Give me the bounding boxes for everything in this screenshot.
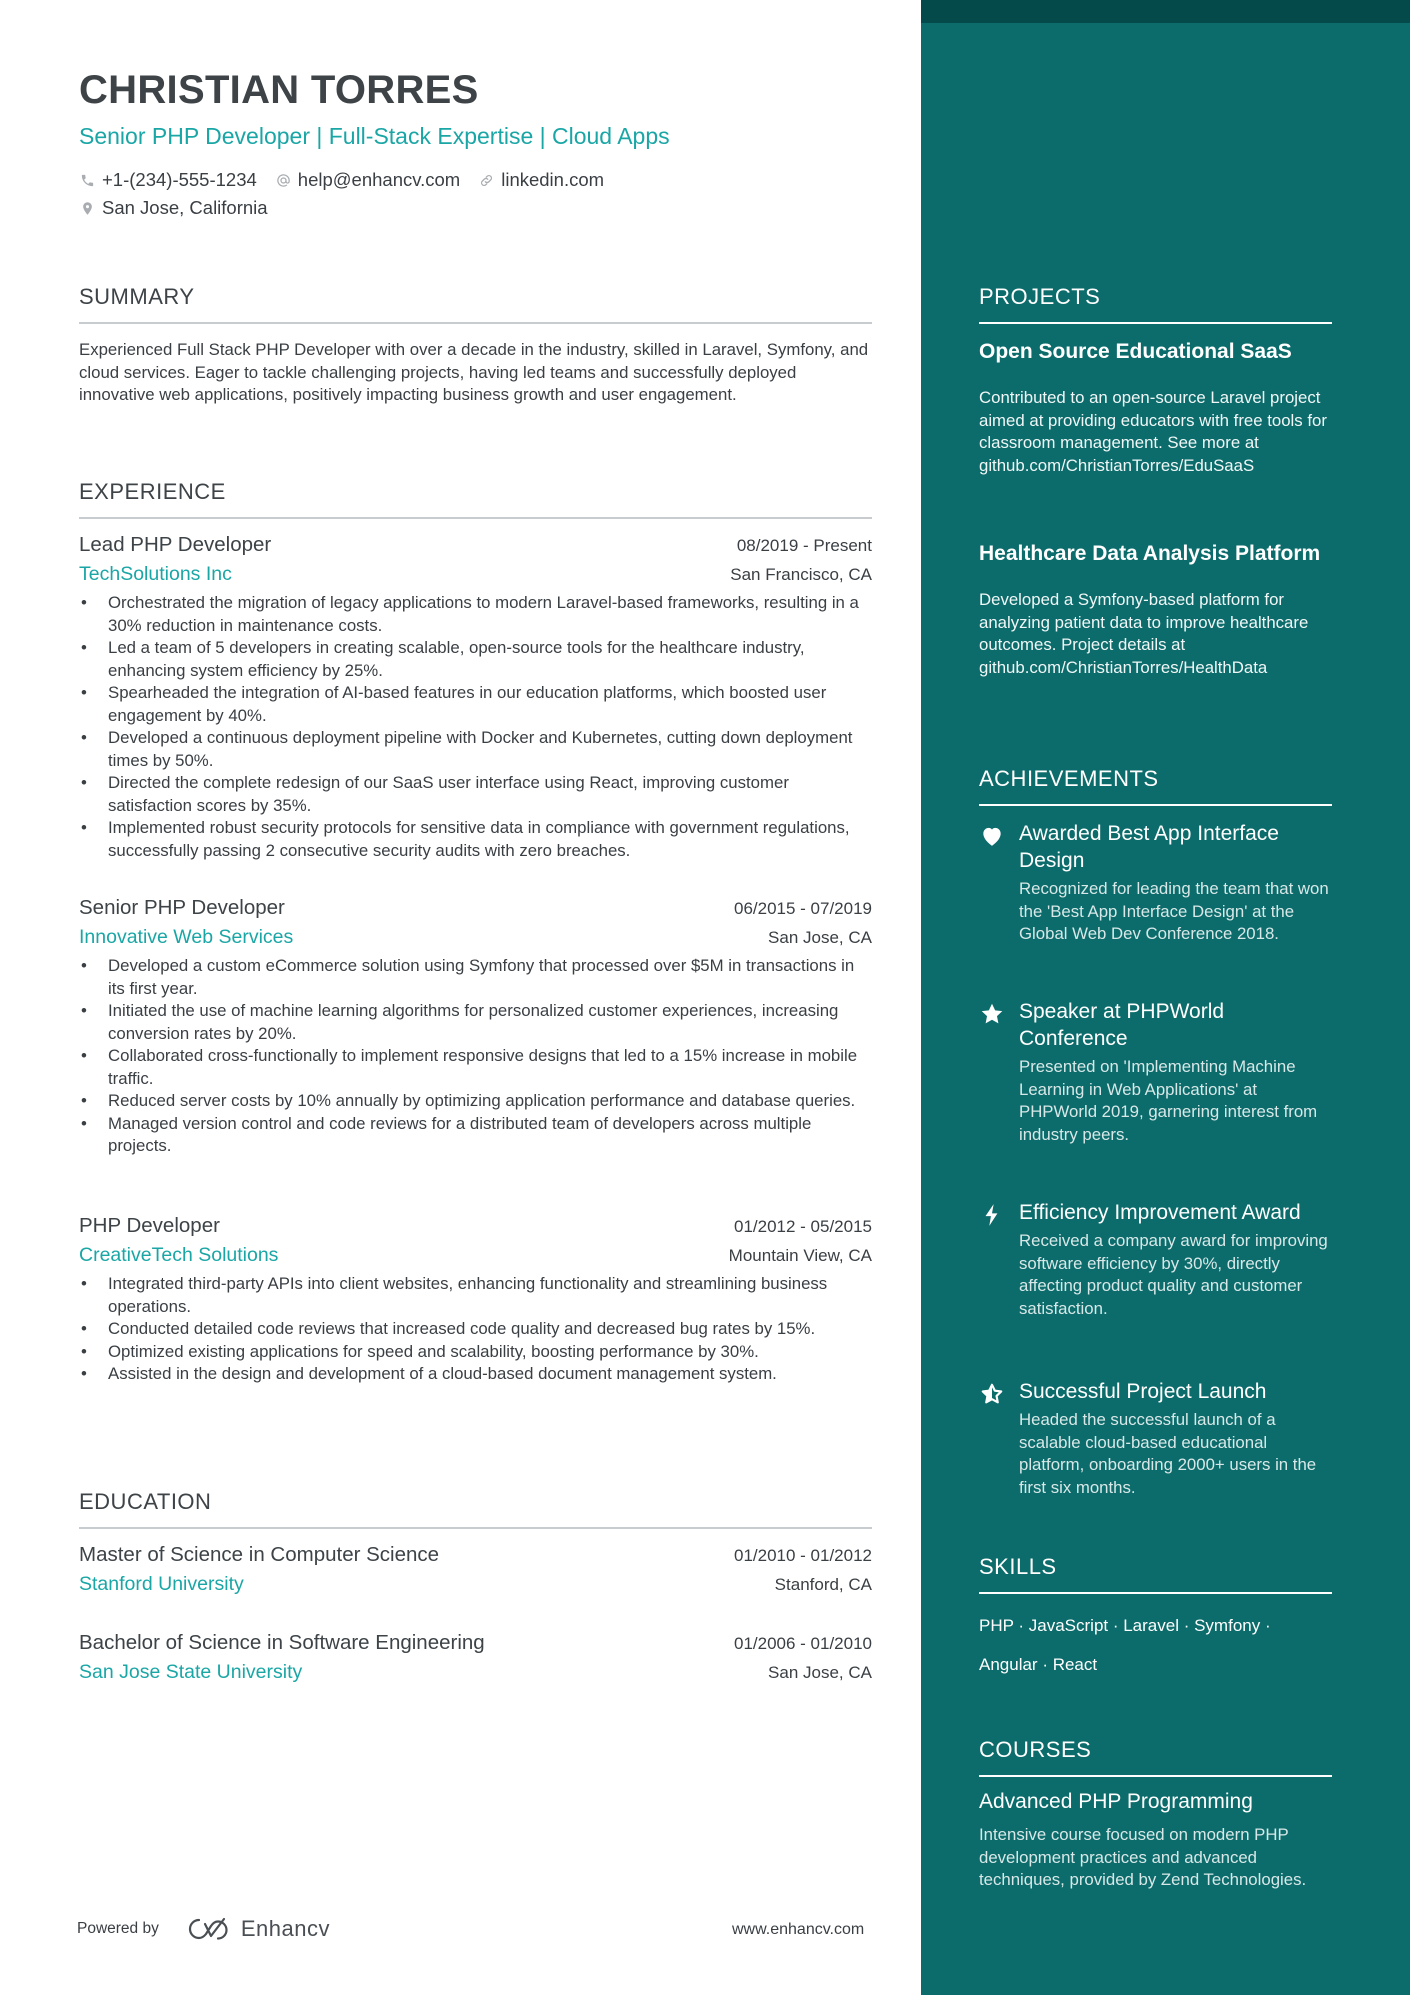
bullet-item: • Integrated third-party APIs into client websites, enhancing functionality and streamlining business operations.: [79, 1273, 872, 1318]
bullet-item: • Reduced server costs by 10% annually by optimizing application performance and database queries.: [79, 1090, 872, 1113]
experience-heading: EXPERIENCE: [79, 479, 872, 519]
skills-list: [979, 1606, 1332, 1684]
email-text: help@enhancv.com: [297, 169, 461, 190]
bullet-item: • Optimized existing applications for speed and scalability, boosting performance by 30%.: [79, 1341, 872, 1364]
bullet-item: • Developed a continuous deployment pipeline with Docker and Kubernetes, cutting down deployment times by 50%.: [79, 727, 872, 772]
bullet-item: • Managed version control and code reviews for a distributed team of developers across multiple projects.: [79, 1113, 872, 1158]
link-icon: [478, 172, 495, 189]
projects-heading: PROJECTS: [979, 284, 1332, 324]
bullet-item: • Collaborated cross-functionally to implement responsive designs that led to a 15% increase in mobile traffic.: [79, 1045, 872, 1090]
footer-branding: [77, 1916, 330, 1942]
bullet-item: • Directed the complete redesign of our SaaS user interface using React, improving customer satisfaction scores by 35%.: [79, 772, 872, 817]
school: Stanford University: [79, 1573, 244, 1595]
job-bullets: [79, 1273, 872, 1386]
achievement-title: Awarded Best App Interface Design: [1019, 822, 1279, 872]
achievement-title: Efficiency Improvement Award: [1019, 1201, 1301, 1224]
achievement-desc: Received a company award for improving software efficiency by 30%, directly affecting product quality and customer satisfaction.: [1019, 1231, 1328, 1318]
course-desc: Intensive course focused on modern PHP development practices and advanced techniques, provided by Zend Technologies.: [979, 1825, 1307, 1889]
experience-entry: [79, 533, 872, 862]
job-dates: 06/2015 - 07/2019: [733, 899, 872, 918]
contact-row-location: [79, 197, 286, 219]
contact-link[interactable]: [478, 169, 604, 191]
education-entry: [79, 1543, 872, 1596]
bullet-item: • Developed a custom eCommerce solution using Symfony that processed over $5M in transactions in its first year.: [79, 955, 872, 1000]
skills-line: Angular · React: [979, 1655, 1098, 1674]
achievement-item: [979, 998, 1332, 1146]
degree: Master of Science in Computer Science: [79, 1543, 440, 1566]
candidate-name: CHRISTIAN TORRES: [79, 68, 479, 112]
at-icon: [275, 172, 292, 189]
job-company: TechSolutions Inc: [79, 563, 232, 585]
bullet-item: • Orchestrated the migration of legacy applications to modern Laravel-based frameworks, resulting in a 30% reduction in maintenance costs.: [79, 592, 872, 637]
job-role: Lead PHP Developer: [79, 533, 272, 556]
phone-icon: [79, 172, 96, 189]
summary-text: Experienced Full Stack PHP Developer with over a decade in the industry, skilled in Laravel, Symfony, and cloud services. Eager to tackle challenging projects, having led teams and successfully deployed innovative web applications, positively impacting business growth and user engagement.: [79, 340, 869, 404]
heart-icon: [979, 823, 1005, 849]
location-pin-icon: [79, 200, 96, 217]
job-dates: 08/2019 - Present: [736, 536, 872, 555]
enhancv-logo-icon: [185, 1916, 231, 1942]
job-bullets: [79, 955, 872, 1158]
footer-url[interactable]: www.enhancv.com: [732, 1921, 865, 1938]
project-title: Open Source Educational SaaS: [979, 340, 1292, 363]
job-location: San Francisco, CA: [730, 565, 872, 584]
contact-phone[interactable]: [79, 169, 257, 191]
project-title: Healthcare Data Analysis Platform: [979, 542, 1321, 565]
experience-entry: [79, 896, 872, 1158]
star-icon: [979, 1001, 1005, 1027]
bullet-item: • Spearheaded the integration of AI-based features in our education platforms, which boosted user engagement by 40%.: [79, 682, 872, 727]
education-dates: 01/2006 - 01/2010: [733, 1634, 872, 1653]
education-heading: EDUCATION: [79, 1489, 872, 1529]
contact-row: [79, 169, 622, 191]
school: San Jose State University: [79, 1661, 303, 1683]
achievement-desc: Headed the successful launch of a scalable cloud-based educational platform, onboarding 2000+ users in the first six months.: [1019, 1410, 1317, 1497]
star-half-icon: [979, 1381, 1005, 1407]
link-text: linkedin.com: [501, 169, 605, 190]
lightning-icon: [979, 1202, 1005, 1228]
achievement-title: Speaker at PHPWorld Conference: [1019, 1000, 1225, 1050]
location-text: San Jose, California: [102, 197, 268, 218]
project-desc: Developed a Symfony-based platform for analyzing patient data to improve healthcare outcomes. Project details at github.com/ChristianTorres/HealthData: [979, 590, 1309, 677]
job-role: Senior PHP Developer: [79, 896, 285, 919]
degree: Bachelor of Science in Software Engineering: [79, 1631, 485, 1654]
bullet-item: • Led a team of 5 developers in creating scalable, open-source tools for the healthcare industry, enhancing system efficiency by 25%.: [79, 637, 872, 682]
bullet-item: • Implemented robust security protocols for sensitive data in compliance with government regulations, successfully passing 2 consecutive security audits with zero breaches.: [79, 817, 872, 862]
job-location: San Jose, CA: [768, 928, 872, 947]
achievement-desc: Recognized for leading the team that won the 'Best App Interface Design' at the Global Web Dev Conference 2018.: [1019, 879, 1329, 943]
skills-line: PHP · JavaScript · Laravel · Symfony ·: [979, 1616, 1271, 1635]
achievement-title: Successful Project Launch: [1019, 1380, 1267, 1403]
bullet-item: • Assisted in the design and development of a cloud-based document management system.: [79, 1363, 872, 1386]
brand-name: Enhancv: [240, 1916, 330, 1941]
achievement-item: [979, 1199, 1332, 1320]
experience-entry: [79, 1214, 872, 1386]
job-company: Innovative Web Services: [79, 926, 294, 948]
enhancv-logo[interactable]: [185, 1916, 330, 1942]
achievement-item: [979, 820, 1332, 946]
bullet-item: • Conducted detailed code reviews that increased code quality and decreased bug rates by 15%.: [79, 1318, 872, 1341]
education-location: San Jose, CA: [768, 1663, 872, 1682]
job-dates: 01/2012 - 05/2015: [733, 1217, 872, 1236]
project-item: [979, 338, 1332, 477]
job-company: CreativeTech Solutions: [79, 1244, 279, 1266]
project-item: [979, 540, 1332, 679]
contact-email[interactable]: [275, 169, 460, 191]
education-dates: 01/2010 - 01/2012: [733, 1546, 872, 1565]
job-role: PHP Developer: [79, 1214, 220, 1237]
summary-heading: SUMMARY: [79, 284, 872, 324]
courses-heading: COURSES: [979, 1737, 1332, 1777]
sidebar-top-bar: [921, 0, 1410, 23]
education-location: Stanford, CA: [774, 1575, 872, 1594]
bullet-item: • Initiated the use of machine learning algorithms for personalized customer experiences, increasing conversion rates by 20%.: [79, 1000, 872, 1045]
project-desc: Contributed to an open-source Laravel project aimed at providing educators with free tools for classroom management. See more at github.com/ChristianTorres/EduSaaS: [979, 388, 1327, 475]
job-bullets: [79, 592, 872, 862]
powered-by-label: Powered by: [77, 1920, 159, 1937]
contact-location: [79, 197, 268, 219]
course-title: Advanced PHP Programming: [979, 1790, 1253, 1813]
candidate-headline: Senior PHP Developer | Full-Stack Expertise | Cloud Apps: [79, 123, 670, 149]
achievement-item: [979, 1378, 1332, 1499]
sidebar-column: [921, 0, 1410, 1995]
education-entry: [79, 1631, 872, 1684]
achievement-desc: Presented on 'Implementing Machine Learning in Web Applications' at PHPWorld 2019, garnering interest from industry peers.: [1019, 1057, 1318, 1144]
achievements-heading: ACHIEVEMENTS: [979, 766, 1332, 806]
skills-heading: SKILLS: [979, 1554, 1332, 1594]
job-location: Mountain View, CA: [728, 1246, 872, 1265]
phone-text: +1-(234)-555-1234: [102, 169, 257, 190]
